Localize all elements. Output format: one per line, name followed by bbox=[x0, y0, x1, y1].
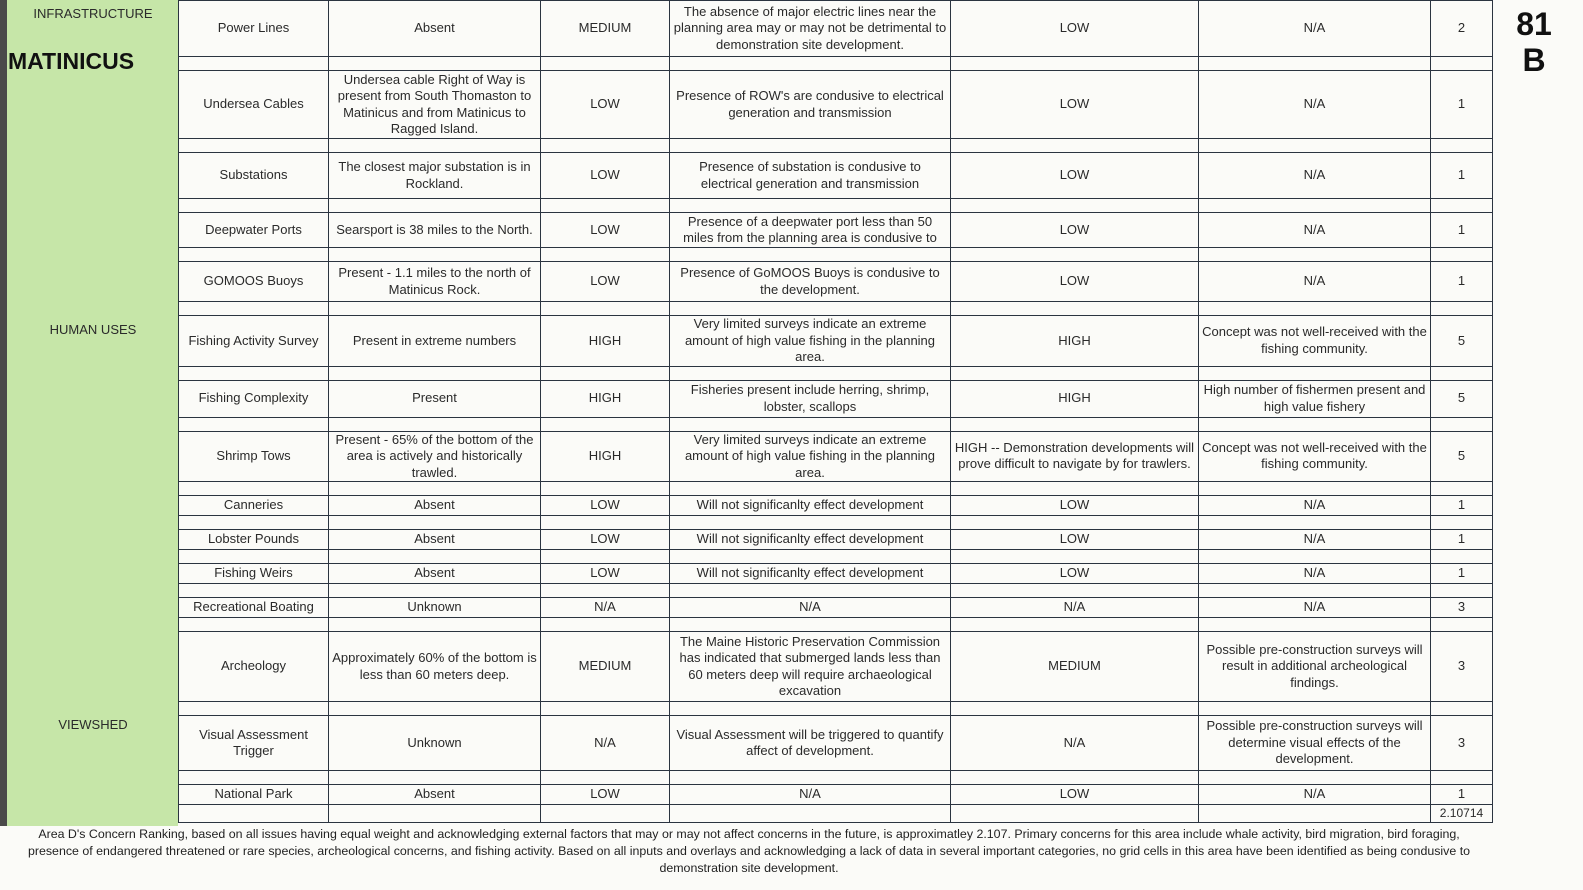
cell-rank: 3 bbox=[1431, 716, 1493, 771]
spacer-cell bbox=[1199, 248, 1431, 262]
spacer-cell bbox=[541, 366, 670, 380]
cell-rationale: Very limited surveys indicate an extreme amount of high value fishing in the planning area. bbox=[670, 316, 951, 367]
table-row bbox=[179, 530, 1493, 550]
cell-rank: 3 bbox=[1431, 632, 1493, 702]
cell-concern: LOW bbox=[541, 785, 670, 805]
spacer-cell bbox=[541, 584, 670, 598]
cell-effect: HIGH bbox=[951, 380, 1199, 417]
cell-effect: HIGH -- Demonstration developments will prove difficult to navigate by for trawlers. bbox=[951, 431, 1199, 482]
spacer-row bbox=[179, 482, 1493, 496]
cell-presence: Absent bbox=[329, 1, 541, 57]
table-row bbox=[179, 153, 1493, 199]
spacer-cell bbox=[329, 550, 541, 564]
page-letter: B bbox=[1522, 42, 1546, 78]
spacer-cell bbox=[541, 771, 670, 785]
spacer-cell bbox=[1199, 366, 1431, 380]
footer-summary: Area D's Concern Ranking, based on all issues having equal weight and acknowledging external factors that may or may not affect concerns in the future, is approximatley 2.107. Primary concerns for this area include whale activity, bird migration, bird foraging, presence of endangered threatened or rare species, archeological concerns, and fishing activity. Based on all inputs and overlays and acknowledging a lack of data in several important categories, no grid cells in this area have been identified as being condusive to demonstration site development. bbox=[27, 827, 1471, 875]
cell-rank: 1 bbox=[1431, 262, 1493, 302]
cell-concern: N/A bbox=[541, 716, 670, 771]
cell-presence: Present bbox=[329, 380, 541, 417]
spacer-cell bbox=[670, 805, 951, 823]
left-border bbox=[0, 0, 7, 826]
spacer-cell bbox=[541, 618, 670, 632]
spacer-cell bbox=[951, 366, 1199, 380]
cell-concern: LOW bbox=[541, 564, 670, 584]
spacer-cell bbox=[951, 417, 1199, 431]
cell-rank: 2 bbox=[1431, 1, 1493, 57]
cell-rationale: Visual Assessment will be triggered to quantify affect of development. bbox=[670, 716, 951, 771]
spacer-cell bbox=[179, 417, 329, 431]
cell-factor: Power Lines bbox=[179, 1, 329, 57]
table-row bbox=[179, 785, 1493, 805]
spacer-row bbox=[179, 199, 1493, 213]
spacer-cell bbox=[1431, 771, 1493, 785]
spacer-cell bbox=[179, 482, 329, 496]
cell-rationale: N/A bbox=[670, 785, 951, 805]
spacer-row bbox=[179, 366, 1493, 380]
spacer-cell bbox=[1431, 366, 1493, 380]
spacer-cell bbox=[541, 516, 670, 530]
spacer-cell bbox=[1199, 618, 1431, 632]
cell-rationale: The Maine Historic Preservation Commission has indicated that submerged lands less than 60 meters deep will require archaeological excavation bbox=[670, 632, 951, 702]
cell-presence: Unknown bbox=[329, 716, 541, 771]
table-row bbox=[179, 598, 1493, 618]
spacer-cell bbox=[329, 57, 541, 71]
spacer-cell bbox=[179, 199, 329, 213]
cell-effect: LOW bbox=[951, 564, 1199, 584]
spacer-row bbox=[179, 57, 1493, 71]
table-row bbox=[179, 716, 1493, 771]
spacer-cell bbox=[179, 516, 329, 530]
spacer-cell bbox=[951, 702, 1199, 716]
cell-presence: Present - 1.1 miles to the north of Matinicus Rock. bbox=[329, 262, 541, 302]
cell-factor: Recreational Boating bbox=[179, 598, 329, 618]
spacer-cell bbox=[179, 139, 329, 153]
cell-effect: HIGH bbox=[951, 316, 1199, 367]
cell-effect: LOW bbox=[951, 1, 1199, 57]
cell-rationale: Fisheries present include herring, shrimp, lobster, scallops bbox=[670, 380, 951, 417]
concern-table bbox=[178, 0, 1493, 823]
spacer-cell bbox=[1431, 199, 1493, 213]
cell-notes: N/A bbox=[1199, 496, 1431, 516]
spacer-cell bbox=[1199, 702, 1431, 716]
spacer-cell bbox=[1431, 482, 1493, 496]
page-number-value: 81 bbox=[1516, 6, 1552, 42]
spacer-cell bbox=[541, 482, 670, 496]
table-row bbox=[179, 496, 1493, 516]
cell-rationale: Will not significanlty effect development bbox=[670, 564, 951, 584]
section-viewshed: VIEWSHED bbox=[58, 717, 128, 732]
cell-notes: N/A bbox=[1199, 262, 1431, 302]
cell-rationale: N/A bbox=[670, 598, 951, 618]
spacer-cell bbox=[670, 302, 951, 316]
cell-factor: Undersea Cables bbox=[179, 71, 329, 139]
concern-table-wrapper bbox=[178, 0, 1492, 823]
spacer-cell bbox=[329, 417, 541, 431]
table-row bbox=[179, 262, 1493, 302]
spacer-cell bbox=[670, 702, 951, 716]
spacer-cell bbox=[951, 584, 1199, 598]
spacer-cell bbox=[1199, 584, 1431, 598]
spacer-cell bbox=[179, 618, 329, 632]
cell-factor: Shrimp Tows bbox=[179, 431, 329, 482]
cell-concern: N/A bbox=[541, 598, 670, 618]
cell-effect: LOW bbox=[951, 213, 1199, 248]
spacer-cell bbox=[541, 550, 670, 564]
cell-effect: N/A bbox=[951, 716, 1199, 771]
spacer-cell bbox=[329, 139, 541, 153]
spacer-cell bbox=[951, 805, 1199, 823]
spacer-cell bbox=[951, 771, 1199, 785]
spacer-cell bbox=[951, 199, 1199, 213]
spacer-cell bbox=[329, 771, 541, 785]
spacer-cell bbox=[1199, 550, 1431, 564]
spacer-cell bbox=[951, 139, 1199, 153]
cell-effect: LOW bbox=[951, 530, 1199, 550]
spacer-cell bbox=[951, 302, 1199, 316]
spacer-row bbox=[179, 516, 1493, 530]
spacer-cell bbox=[1199, 199, 1431, 213]
spacer-row bbox=[179, 139, 1493, 153]
cell-notes: Concept was not well-received with the fishing community. bbox=[1199, 431, 1431, 482]
spacer-cell bbox=[541, 57, 670, 71]
spacer-row bbox=[179, 584, 1493, 598]
spacer-row bbox=[179, 771, 1493, 785]
cell-factor: Substations bbox=[179, 153, 329, 199]
cell-rank: 5 bbox=[1431, 380, 1493, 417]
cell-concern: HIGH bbox=[541, 316, 670, 367]
table-row bbox=[179, 380, 1493, 417]
total-score: 2.10714 bbox=[1431, 805, 1493, 823]
spacer-cell bbox=[670, 57, 951, 71]
cell-notes: Concept was not well-received with the fishing community. bbox=[1199, 316, 1431, 367]
spacer-cell bbox=[1431, 618, 1493, 632]
cell-factor: Lobster Pounds bbox=[179, 530, 329, 550]
cell-factor: National Park bbox=[179, 785, 329, 805]
cell-rationale: The absence of major electric lines near the planning area may or may not be detrimental to demonstration site development. bbox=[670, 1, 951, 57]
spacer-cell bbox=[1431, 516, 1493, 530]
spacer-cell bbox=[179, 248, 329, 262]
table-row bbox=[179, 71, 1493, 139]
spacer-cell bbox=[670, 417, 951, 431]
cell-factor: Canneries bbox=[179, 496, 329, 516]
cell-rank: 1 bbox=[1431, 153, 1493, 199]
cell-notes: N/A bbox=[1199, 785, 1431, 805]
spacer-cell bbox=[541, 139, 670, 153]
cell-effect: LOW bbox=[951, 153, 1199, 199]
cell-rationale: Presence of a deepwater port less than 50 miles from the planning area is condusive to bbox=[670, 213, 951, 248]
cell-notes: N/A bbox=[1199, 598, 1431, 618]
spacer-cell bbox=[179, 702, 329, 716]
spacer-cell bbox=[179, 366, 329, 380]
cell-rank: 5 bbox=[1431, 316, 1493, 367]
spacer-cell bbox=[329, 248, 541, 262]
spacer-cell bbox=[541, 248, 670, 262]
spacer-cell bbox=[951, 618, 1199, 632]
cell-effect: MEDIUM bbox=[951, 632, 1199, 702]
spacer-cell bbox=[329, 366, 541, 380]
spacer-cell bbox=[951, 248, 1199, 262]
cell-concern: HIGH bbox=[541, 380, 670, 417]
spacer-cell bbox=[1199, 805, 1431, 823]
cell-factor: Fishing Complexity bbox=[179, 380, 329, 417]
spacer-row bbox=[179, 417, 1493, 431]
spacer-cell bbox=[541, 805, 670, 823]
spacer-row bbox=[179, 248, 1493, 262]
cell-presence: Absent bbox=[329, 785, 541, 805]
spacer-cell bbox=[1431, 248, 1493, 262]
spacer-cell bbox=[1431, 302, 1493, 316]
category-column bbox=[7, 0, 178, 826]
spacer-cell bbox=[1199, 417, 1431, 431]
spacer-cell bbox=[179, 302, 329, 316]
cell-presence: Absent bbox=[329, 496, 541, 516]
cell-rationale: Presence of GoMOOS Buoys is condusive to the development. bbox=[670, 262, 951, 302]
spacer-cell bbox=[329, 199, 541, 213]
cell-presence: The closest major substation is in Rockland. bbox=[329, 153, 541, 199]
cell-presence: Present in extreme numbers bbox=[329, 316, 541, 367]
cell-effect: LOW bbox=[951, 262, 1199, 302]
section-human-uses: HUMAN USES bbox=[49, 322, 137, 337]
cell-presence: Present - 65% of the bottom of the area is actively and historically trawled. bbox=[329, 431, 541, 482]
spacer-cell bbox=[1199, 302, 1431, 316]
spacer-cell bbox=[541, 302, 670, 316]
spacer-cell bbox=[951, 550, 1199, 564]
cell-factor: Archeology bbox=[179, 632, 329, 702]
cell-rationale: Very limited surveys indicate an extreme amount of high value fishing in the planning area. bbox=[670, 431, 951, 482]
spacer-row bbox=[179, 805, 1493, 823]
cell-rationale: Presence of substation is condusive to electrical generation and transmission bbox=[670, 153, 951, 199]
section-infrastructure: INFRASTRUCTURE bbox=[33, 6, 153, 21]
spacer-cell bbox=[329, 302, 541, 316]
spacer-cell bbox=[670, 584, 951, 598]
spacer-row bbox=[179, 618, 1493, 632]
spacer-cell bbox=[329, 584, 541, 598]
cell-presence: Absent bbox=[329, 564, 541, 584]
spacer-row bbox=[179, 702, 1493, 716]
spacer-cell bbox=[670, 199, 951, 213]
cell-rank: 1 bbox=[1431, 213, 1493, 248]
spacer-cell bbox=[670, 139, 951, 153]
spacer-cell bbox=[1199, 482, 1431, 496]
cell-rationale: Will not significanlty effect development bbox=[670, 530, 951, 550]
cell-effect: N/A bbox=[951, 598, 1199, 618]
cell-rank: 1 bbox=[1431, 71, 1493, 139]
spacer-cell bbox=[670, 771, 951, 785]
site-title: MATINICUS bbox=[8, 48, 135, 74]
spacer-cell bbox=[179, 771, 329, 785]
cell-factor: Fishing Activity Survey bbox=[179, 316, 329, 367]
table-row bbox=[179, 1, 1493, 57]
spacer-cell bbox=[1431, 139, 1493, 153]
cell-presence: Approximately 60% of the bottom is less than 60 meters deep. bbox=[329, 632, 541, 702]
spacer-cell bbox=[329, 805, 541, 823]
spacer-cell bbox=[329, 516, 541, 530]
cell-concern: LOW bbox=[541, 213, 670, 248]
cell-concern: LOW bbox=[541, 496, 670, 516]
spacer-cell bbox=[1431, 702, 1493, 716]
table-row bbox=[179, 431, 1493, 482]
cell-rank: 3 bbox=[1431, 598, 1493, 618]
cell-factor: Deepwater Ports bbox=[179, 213, 329, 248]
cell-notes: N/A bbox=[1199, 564, 1431, 584]
cell-factor: GOMOOS Buoys bbox=[179, 262, 329, 302]
table-row bbox=[179, 564, 1493, 584]
spacer-cell bbox=[541, 702, 670, 716]
cell-rank: 1 bbox=[1431, 564, 1493, 584]
cell-rank: 1 bbox=[1431, 785, 1493, 805]
spacer-cell bbox=[670, 516, 951, 530]
cell-presence: Undersea cable Right of Way is present from South Thomaston to Matinicus and from Matinicus to Ragged Island. bbox=[329, 71, 541, 139]
table-row bbox=[179, 632, 1493, 702]
cell-notes: Possible pre-construction surveys will determine visual effects of the development. bbox=[1199, 716, 1431, 771]
cell-concern: LOW bbox=[541, 530, 670, 550]
cell-concern: LOW bbox=[541, 262, 670, 302]
cell-notes: N/A bbox=[1199, 71, 1431, 139]
cell-notes: N/A bbox=[1199, 213, 1431, 248]
cell-rank: 1 bbox=[1431, 530, 1493, 550]
spacer-cell bbox=[179, 584, 329, 598]
cell-rationale: Presence of ROW's are condusive to electrical generation and transmission bbox=[670, 71, 951, 139]
spacer-row bbox=[179, 302, 1493, 316]
spacer-cell bbox=[1431, 417, 1493, 431]
spacer-cell bbox=[951, 482, 1199, 496]
cell-rank: 1 bbox=[1431, 496, 1493, 516]
spacer-cell bbox=[951, 516, 1199, 530]
cell-concern: MEDIUM bbox=[541, 632, 670, 702]
spacer-cell bbox=[951, 57, 1199, 71]
cell-notes: N/A bbox=[1199, 530, 1431, 550]
table-row bbox=[179, 316, 1493, 367]
cell-presence: Searsport is 38 miles to the North. bbox=[329, 213, 541, 248]
spacer-cell bbox=[1431, 57, 1493, 71]
cell-presence: Absent bbox=[329, 530, 541, 550]
spacer-cell bbox=[1199, 139, 1431, 153]
cell-notes: N/A bbox=[1199, 1, 1431, 57]
spacer-cell bbox=[670, 366, 951, 380]
cell-effect: LOW bbox=[951, 71, 1199, 139]
spacer-cell bbox=[179, 550, 329, 564]
cell-concern: LOW bbox=[541, 153, 670, 199]
cell-effect: LOW bbox=[951, 496, 1199, 516]
cell-notes: Possible pre-construction surveys will result in additional archeological findings. bbox=[1199, 632, 1431, 702]
spacer-cell bbox=[329, 618, 541, 632]
spacer-cell bbox=[1199, 57, 1431, 71]
page-number bbox=[1504, 6, 1564, 78]
spacer-cell bbox=[670, 248, 951, 262]
cell-concern: MEDIUM bbox=[541, 1, 670, 57]
cell-factor: Fishing Weirs bbox=[179, 564, 329, 584]
spacer-cell bbox=[1199, 771, 1431, 785]
cell-notes: High number of fishermen present and high value fishery bbox=[1199, 380, 1431, 417]
table-row bbox=[179, 213, 1493, 248]
spacer-cell bbox=[670, 482, 951, 496]
cell-concern: HIGH bbox=[541, 431, 670, 482]
spacer-cell bbox=[1199, 516, 1431, 530]
spacer-cell bbox=[670, 550, 951, 564]
cell-rationale: Will not significanlty effect development bbox=[670, 496, 951, 516]
spacer-cell bbox=[1431, 584, 1493, 598]
cell-factor: Visual Assessment Trigger bbox=[179, 716, 329, 771]
spacer-cell bbox=[329, 702, 541, 716]
spacer-row bbox=[179, 550, 1493, 564]
spacer-cell bbox=[1431, 550, 1493, 564]
spacer-cell bbox=[329, 482, 541, 496]
cell-concern: LOW bbox=[541, 71, 670, 139]
spacer-cell bbox=[179, 57, 329, 71]
cell-presence: Unknown bbox=[329, 598, 541, 618]
spacer-cell bbox=[541, 417, 670, 431]
spacer-cell bbox=[670, 618, 951, 632]
cell-rank: 5 bbox=[1431, 431, 1493, 482]
cell-notes: N/A bbox=[1199, 153, 1431, 199]
spacer-cell bbox=[541, 199, 670, 213]
cell-effect: LOW bbox=[951, 785, 1199, 805]
spacer-cell bbox=[179, 805, 329, 823]
